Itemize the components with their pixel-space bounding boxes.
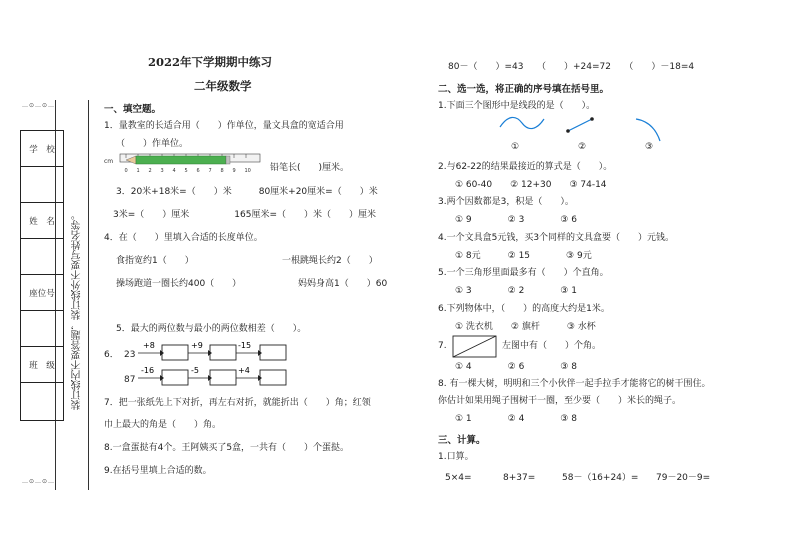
fill-blank-row: 80－（ ）=43 （ ）+24=72 （ ）－18=4 xyxy=(448,62,695,72)
q6-label: 6． xyxy=(104,350,119,360)
r3-question: 3.两个因数都是3，积是（ ）。 xyxy=(438,197,574,207)
segment-figure xyxy=(568,119,592,131)
ruler-tick-label: 4 xyxy=(172,168,176,174)
ruler-tick-label: 5 xyxy=(184,168,188,174)
seat-field[interactable] xyxy=(21,311,64,347)
ray-figure xyxy=(636,119,660,141)
r1-question: 1.下面三个图形中是线段的是（ ）。 xyxy=(438,101,596,111)
r8-options: ① 1 ② 4 ③ 8 xyxy=(455,414,577,424)
ruler-tick-label: 7 xyxy=(208,168,212,174)
q6-op-2-2: -5 xyxy=(191,366,199,375)
q6-box-2-1 xyxy=(162,370,188,385)
q6-box-1-1 xyxy=(162,345,188,360)
r5-question: 5.一个三角形里面最多有（ ）个直角。 xyxy=(438,268,609,278)
binding-line-inner xyxy=(88,100,89,490)
ruler-tick-label: 8 xyxy=(220,168,224,174)
q4-item-d: 妈妈身高1（ ）60 xyxy=(298,279,388,289)
r2-question: 2.与62-22的结果最接近的算式是（ ）。 xyxy=(438,162,613,172)
binding-notice: 装订线内不要答题，装订线外不要写姓名等。 xyxy=(72,210,83,410)
r7-label: 7. xyxy=(438,341,447,351)
q6-op-1-1: +8 xyxy=(143,341,155,350)
ruler-tick-label: 3 xyxy=(160,168,164,174)
ruler-tick-label: 1 xyxy=(136,168,140,174)
q3-line2: 3米=（ ）厘米 165厘米=（ ）米（ ）厘米 xyxy=(104,210,376,220)
seat-label: 座位号 xyxy=(21,275,64,311)
calc-item-2: 8+37= xyxy=(503,473,536,483)
student-info-table xyxy=(20,130,64,421)
class-label: 班 级 xyxy=(21,347,64,383)
q6-chain-2 xyxy=(138,365,298,387)
q6-op-1-2: +9 xyxy=(191,341,203,350)
q4-item-b: 一根跳绳长约2（ ） xyxy=(282,256,378,266)
ruler-tick-label: 0 xyxy=(124,168,128,174)
q9: 9.在括号里填上合适的数。 xyxy=(104,466,212,476)
r6-options: ① 洗衣机 ② 旗杆 ③ 水杯 xyxy=(455,322,596,332)
q6-box-1-2 xyxy=(210,345,236,360)
calc-item-1: 5×4= xyxy=(445,473,472,483)
r1-figures xyxy=(500,113,670,145)
ruler-unit-label: cm xyxy=(104,158,114,165)
calc-item-3: 58－（16+24）= xyxy=(562,473,639,483)
q4-item-c: 操场跑道一圈长约400（ ） xyxy=(116,279,242,289)
r4-options: ① 8元 ② 15 ③ 9元 xyxy=(455,251,592,261)
q6-op-2-3: +4 xyxy=(238,366,250,375)
q6-box-2-3 xyxy=(260,370,286,385)
school-field[interactable] xyxy=(21,167,64,203)
ruler-tick-label: 9 xyxy=(232,168,236,174)
r4-question: 4.一个文具盒5元钱，买3个同样的文具盒要（ ）元钱。 xyxy=(438,233,675,243)
calc-subheading: 1.口算。 xyxy=(438,452,474,462)
pencil-length-question: 铅笔长( )厘米。 xyxy=(270,163,350,173)
name-field[interactable] xyxy=(21,239,64,275)
section-1-heading: 一、填空题。 xyxy=(104,104,162,115)
section-3-heading: 三、计算。 xyxy=(438,435,486,446)
pencil-body xyxy=(136,156,226,164)
q6-chain-1 xyxy=(138,340,298,362)
q6-box-1-3 xyxy=(260,345,286,360)
q6-op-2-1: -16 xyxy=(141,366,155,375)
q6-box-2-2 xyxy=(210,370,236,385)
q8: 8.一盒蛋挞有4个。王阿姨买了5盒，一共有（ ）个蛋挞。 xyxy=(104,443,350,453)
q6-start-2: 87 xyxy=(124,375,136,385)
class-field[interactable] xyxy=(21,383,64,421)
ruler-tick-label: 2 xyxy=(148,168,152,174)
ruler-tick-label: 6 xyxy=(196,168,200,174)
r1-option-3: ③ xyxy=(645,142,654,152)
exam-title: 2022年下学期期中练习 xyxy=(148,55,273,69)
r5-options: ① 3 ② 2 ③ 1 xyxy=(455,286,577,296)
q7-line2: 巾上最大的角是（ ）角。 xyxy=(104,420,222,430)
section-2-heading: 二、选一选，将正确的序号填在括号里。 xyxy=(438,84,610,95)
q4-heading: 4．在（ ）里填入合适的长度单位。 xyxy=(104,233,263,243)
q5: 5．最大的两位数与最小的两位数相差（ ）。 xyxy=(116,324,307,334)
pencil-band xyxy=(226,156,230,164)
q4-item-a: 食指宽约1（ ） xyxy=(116,256,194,266)
pencil-ruler-figure xyxy=(104,152,264,176)
r7-options: ① 4 ② 6 ③ 8 xyxy=(455,362,577,372)
r7-figure xyxy=(452,335,498,359)
exam-subtitle: 二年级数学 xyxy=(194,79,252,93)
r3-options: ① 9 ② 3 ③ 6 xyxy=(455,215,577,225)
binding-dots-top: …⊙…⊙… xyxy=(22,102,56,109)
r8-line2: 你估计如果用绳子围树干一圈，至少要（ ）米长的绳子。 xyxy=(438,396,682,406)
r6-question: 6.下列物体中，（ ）的高度大约是1米。 xyxy=(438,304,610,314)
ruler-tick-label: 10 xyxy=(244,168,251,174)
calc-item-4: 79－20－9= xyxy=(656,473,711,483)
r1-option-1: ① xyxy=(511,142,520,152)
r8-line1: 8. 有一棵大树，明明和三个小伙伴一起手拉手才能将它的树干围住。 xyxy=(438,379,711,389)
curve-figure xyxy=(500,117,544,128)
binding-dots-bottom: …⊙…⊙… xyxy=(22,478,56,485)
q1-line2: （ ）作单位。 xyxy=(116,139,189,149)
r1-option-2: ② xyxy=(578,142,587,152)
q6-start-1: 23 xyxy=(124,350,136,360)
name-label: 姓 名 xyxy=(21,203,64,239)
q1-line1: 1．量教室的长适合用（ ）作单位，量文具盒的宽适合用 xyxy=(104,121,344,131)
q3-line1: 3．20米+18米=（ ）米 80厘米+20厘米=（ ）米 xyxy=(116,187,378,197)
school-label: 学 校 xyxy=(21,131,64,167)
r7-question: 左图中有（ ）个角。 xyxy=(502,341,602,351)
q7-line1: 7．把一张纸先上下对折，再左右对折，就能折出（ ）角；红领 xyxy=(104,398,371,408)
r2-options: ① 60-40 ② 12+30 ③ 74-14 xyxy=(455,180,607,190)
q6-op-1-3: -15 xyxy=(238,341,252,350)
